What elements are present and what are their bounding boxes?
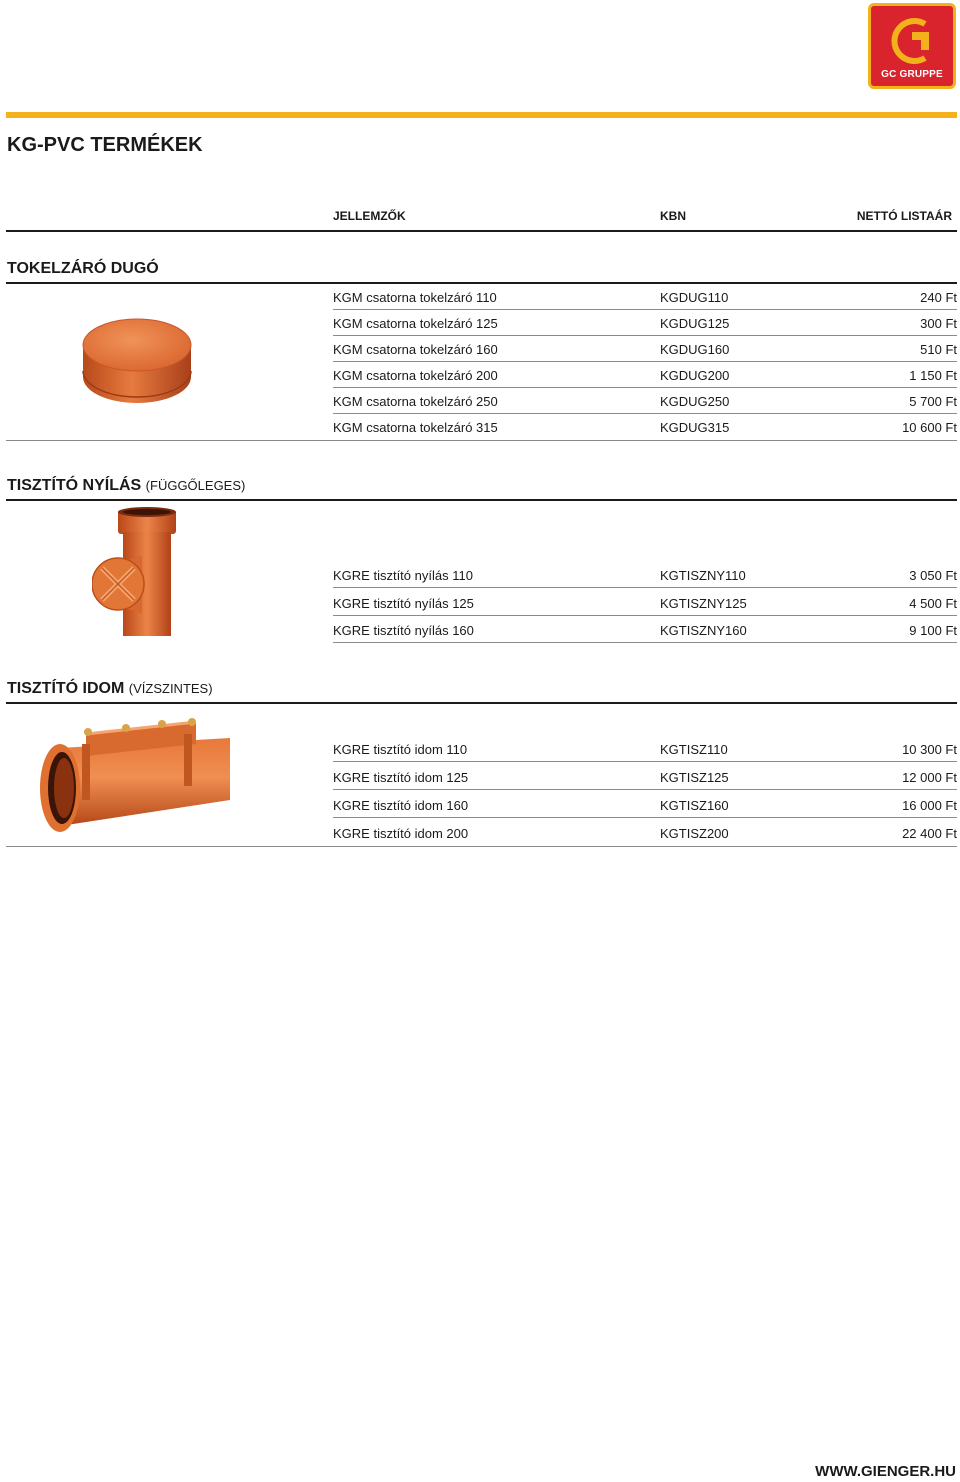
product-name: KGRE tisztító nyílás 160 bbox=[333, 623, 474, 638]
product-code: KGDUG250 bbox=[660, 394, 730, 409]
product-code: KGDUG125 bbox=[660, 316, 730, 331]
product-code: KGTISZNY125 bbox=[660, 596, 747, 611]
product-name: KGRE tisztító nyílás 125 bbox=[333, 596, 474, 611]
product-name: KGM csatorna tokelzáró 200 bbox=[333, 368, 498, 383]
logo-text: GC GRUPPE bbox=[881, 69, 943, 80]
header-accent-bar bbox=[6, 112, 957, 118]
table-row bbox=[333, 388, 957, 414]
section-title-vertical-cleanout bbox=[7, 477, 245, 495]
section-title-sub: (FÜGGŐLEGES) bbox=[145, 478, 246, 493]
table-row bbox=[333, 616, 957, 643]
table-row bbox=[333, 588, 957, 616]
pipe-end-cap-icon bbox=[80, 315, 195, 405]
product-price: 1 150 Ft bbox=[909, 368, 957, 383]
product-price: 12 000 Ft bbox=[902, 770, 957, 785]
table-row bbox=[333, 414, 957, 440]
table-bottom-rule bbox=[6, 846, 957, 847]
product-name: KGM csatorna tokelzáró 250 bbox=[333, 394, 498, 409]
section-title-main: TISZTÍTÓ NYÍLÁS bbox=[7, 477, 142, 494]
product-code: KGDUG200 bbox=[660, 368, 730, 383]
table-row bbox=[333, 310, 957, 336]
vertical-cleanout-fitting-icon bbox=[92, 506, 184, 638]
product-code: KGTISZ160 bbox=[660, 798, 729, 813]
product-name: KGRE tisztító idom 125 bbox=[333, 770, 469, 785]
product-code: KGDUG315 bbox=[660, 420, 730, 435]
table-row bbox=[333, 818, 957, 846]
product-price: 10 300 Ft bbox=[902, 742, 957, 757]
product-price: 3 050 Ft bbox=[909, 568, 957, 583]
product-code: KGDUG110 bbox=[660, 290, 729, 305]
column-header-code: KBN bbox=[660, 209, 686, 223]
page-title: KG-PVC TERMÉKEK bbox=[7, 134, 203, 156]
product-code: KGTISZ125 bbox=[660, 770, 729, 785]
product-price: 16 000 Ft bbox=[902, 798, 957, 813]
footer-website: WWW.GIENGER.HU bbox=[815, 1463, 956, 1480]
product-name: KGRE tisztító idom 110 bbox=[333, 742, 468, 757]
section-title-sub: (VÍZSZINTES) bbox=[128, 681, 213, 696]
product-price: 10 600 Ft bbox=[902, 420, 957, 435]
product-price: 510 Ft bbox=[920, 342, 957, 357]
product-price: 300 Ft bbox=[920, 316, 957, 331]
product-code: KGTISZ110 bbox=[660, 742, 728, 757]
table-row bbox=[333, 762, 957, 790]
column-header-features: JELLEMZŐK bbox=[333, 209, 406, 223]
section-divider bbox=[6, 499, 957, 501]
section-divider bbox=[6, 702, 957, 704]
product-code: KGTISZ200 bbox=[660, 826, 729, 841]
product-name: KGRE tisztító nyílás 110 bbox=[333, 568, 473, 583]
product-price: 4 500 Ft bbox=[909, 596, 957, 611]
gc-gruppe-logo bbox=[868, 3, 956, 89]
horizontal-cleanout-fitting-icon bbox=[36, 714, 232, 834]
product-name: KGRE tisztító idom 160 bbox=[333, 798, 469, 813]
table-bottom-rule bbox=[333, 440, 957, 441]
product-price: 9 100 Ft bbox=[909, 623, 957, 638]
gc-logo-mark-icon bbox=[885, 14, 939, 68]
section-title-main: TISZTÍTÓ IDOM bbox=[7, 680, 125, 697]
product-price: 240 Ft bbox=[920, 290, 957, 305]
product-price: 5 700 Ft bbox=[909, 394, 957, 409]
product-name: KGM csatorna tokelzáró 110 bbox=[333, 290, 497, 305]
table-row bbox=[333, 562, 957, 588]
section-bottom-rule bbox=[6, 440, 333, 441]
product-name: KGRE tisztító idom 200 bbox=[333, 826, 469, 841]
header-divider bbox=[6, 230, 957, 232]
product-name: KGM csatorna tokelzáró 125 bbox=[333, 316, 498, 331]
product-code: KGTISZNY160 bbox=[660, 623, 747, 638]
column-header-price: NETTÓ LISTAÁR bbox=[856, 209, 952, 223]
table-row bbox=[333, 336, 957, 362]
product-code: KGTISZNY110 bbox=[660, 568, 746, 583]
product-code: KGDUG160 bbox=[660, 342, 730, 357]
table-row bbox=[333, 362, 957, 388]
section-title-horizontal-cleanout bbox=[7, 680, 213, 698]
section-title-main: TOKELZÁRÓ DUGÓ bbox=[7, 260, 159, 277]
table-row bbox=[333, 283, 957, 310]
product-name: KGM csatorna tokelzáró 160 bbox=[333, 342, 498, 357]
section-title-end-cap bbox=[7, 260, 159, 278]
product-name: KGM csatorna tokelzáró 315 bbox=[333, 420, 498, 435]
table-row bbox=[333, 736, 957, 762]
product-price: 22 400 Ft bbox=[902, 826, 957, 841]
table-row bbox=[333, 790, 957, 818]
